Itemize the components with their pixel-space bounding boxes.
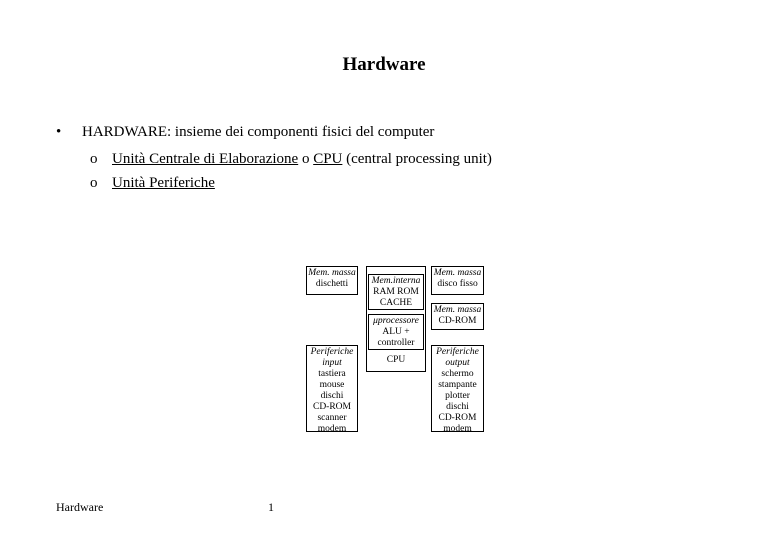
- list-item: schermo: [441, 369, 474, 379]
- box-line: ALU +: [382, 327, 410, 337]
- list-item: modem: [317, 424, 347, 434]
- cpu-label: CPU: [386, 355, 406, 365]
- list-item: CD-ROM: [438, 413, 477, 423]
- link-cpu[interactable]: CPU: [313, 151, 343, 167]
- list-item: CD-ROM: [312, 402, 351, 412]
- box-mem-massa-dischetti: [306, 266, 358, 295]
- sub-desc: (central processing unit): [342, 151, 492, 167]
- box-title: Periferiche: [436, 347, 479, 357]
- list-item: plotter: [445, 391, 470, 401]
- box-microprocessore: [368, 314, 424, 350]
- circle-bullet-icon: o: [90, 175, 98, 191]
- box-title: μprocessore: [373, 316, 419, 326]
- box-mem-massa-cdrom: [431, 303, 484, 330]
- list-item: tastiera: [318, 369, 346, 379]
- box-line: RAM ROM: [373, 287, 419, 297]
- box-periferiche-output: [431, 345, 484, 432]
- box-title: Mem. massa: [308, 268, 356, 278]
- list-item: stampante: [438, 380, 477, 390]
- box-title: Mem. massa: [433, 305, 482, 315]
- list-item: scanner: [317, 413, 347, 423]
- box-subtitle: input: [322, 358, 342, 368]
- box-subtitle: output: [445, 358, 470, 368]
- footer-title: Hardware: [56, 500, 104, 514]
- bullet-dot-icon: •: [56, 124, 62, 140]
- box-line: disco fisso: [437, 279, 478, 289]
- list-item: dischi: [446, 402, 469, 412]
- box-line: controller: [377, 338, 415, 348]
- box-line: dischetti: [315, 279, 349, 289]
- bullet-text: HARDWARE: insieme dei componenti fisici del computer: [82, 124, 435, 140]
- list-item: mouse: [319, 380, 345, 390]
- box-periferiche-input: [306, 345, 358, 432]
- list-item: dischi: [320, 391, 344, 401]
- box-title: Periferiche: [310, 347, 354, 357]
- link-unita-periferiche[interactable]: Unità Periferiche: [112, 175, 215, 191]
- sub-sep: o: [298, 151, 314, 167]
- bullet-hardware: [56, 124, 434, 141]
- page-number: 1: [268, 500, 274, 514]
- list-item: modem: [443, 424, 472, 434]
- box-line: CACHE: [379, 298, 413, 308]
- box-title: Mem. massa: [433, 268, 482, 278]
- link-unita-centrale[interactable]: Unità Centrale di Elaborazione: [112, 151, 299, 167]
- box-title: Mem.interna: [371, 276, 421, 286]
- circle-bullet-icon: o: [90, 151, 98, 167]
- box-line: CD-ROM: [438, 316, 477, 326]
- sub-item-periferiche: [90, 175, 215, 192]
- box-mem-massa-disco-fisso: [431, 266, 484, 295]
- sub-item-cpu: [90, 151, 492, 168]
- page-title: Hardware: [342, 54, 426, 75]
- box-mem-interna: [368, 274, 424, 310]
